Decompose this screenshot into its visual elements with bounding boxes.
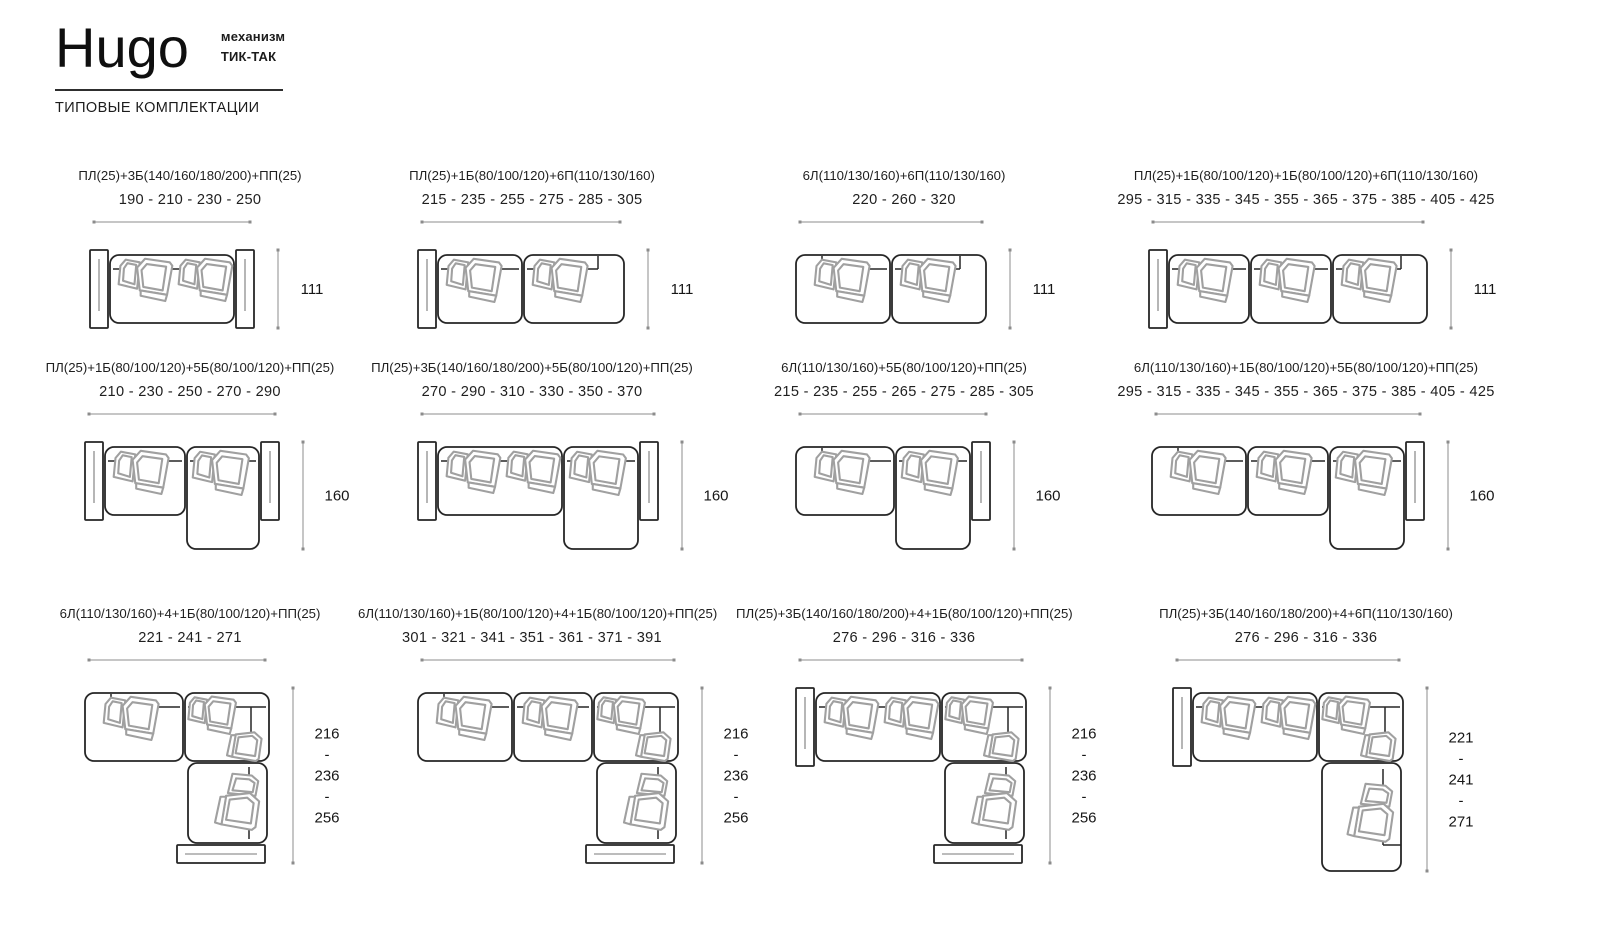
width-dimension-line <box>799 413 988 416</box>
pillow-side <box>1361 732 1396 761</box>
config-card-12 <box>1082 598 1530 881</box>
sofa-diagram <box>1089 210 1523 338</box>
config-widths: 220 - 260 - 320 <box>852 192 956 208</box>
width-dimension-line <box>1155 413 1422 416</box>
config-title: ПЛ(25)+3Б(140/160/180/200)+ПП(25) <box>78 168 302 183</box>
width-dimension-line <box>93 221 252 224</box>
page-subtitle: ТИПОВЫЕ КОМПЛЕКТАЦИИ <box>55 100 260 116</box>
height-label: 216 -236 -256 <box>1071 725 1097 827</box>
config-title: ПЛ(25)+3Б(140/160/180/200)+4+6П(110/130/160) <box>1159 606 1453 621</box>
mechanism-line-1: механизм <box>220 29 286 44</box>
height-label: 160 <box>1469 487 1495 505</box>
config-card-10 <box>358 598 749 873</box>
config-title: ПЛ(25)+1Б(80/100/120)+1Б(80/100/120)+6П(110/130/160) <box>1133 168 1479 183</box>
config-widths: 276 - 296 - 316 - 336 <box>832 630 976 646</box>
config-widths: 270 - 290 - 310 - 330 - 350 - 370 <box>421 384 643 400</box>
header <box>55 16 286 116</box>
config-card-1 <box>25 160 355 338</box>
pillow-side <box>984 732 1019 761</box>
config-widths: 215 - 235 - 255 - 265 - 275 - 285 - 305 <box>774 384 1034 400</box>
height-label: 111 <box>1473 281 1497 298</box>
height-dimension-line <box>277 249 280 330</box>
width-dimension-line <box>88 413 277 416</box>
config-title: 6Л(110/130/160)+6П(110/130/160) <box>802 168 1006 183</box>
config-card-5 <box>25 352 355 559</box>
sofa-diagram <box>1092 402 1520 559</box>
height-dimension-line <box>701 687 704 865</box>
width-dimension-line <box>421 221 622 224</box>
height-label: 216 -236 -256 <box>723 725 749 827</box>
config-card-8 <box>1082 352 1530 559</box>
config-card-7 <box>736 352 1072 559</box>
sofa-diagram <box>736 210 1082 338</box>
config-widths: 295 - 315 - 335 - 345 - 355 - 365 - 375 - 385 - 405 - 425 <box>1117 192 1495 208</box>
width-dimension-line <box>1176 659 1401 662</box>
height-label: 160 <box>703 487 729 505</box>
config-title: ПЛ(25)+3Б(140/160/180/200)+5Б(80/100/120)+ПП(25) <box>371 360 693 375</box>
sofa-diagram <box>1113 648 1499 881</box>
config-card-4 <box>1082 160 1530 338</box>
config-title: 6Л(110/130/160)+5Б(80/100/120)+ПП(25) <box>781 360 1027 375</box>
height-label: 216 -236 -256 <box>314 725 340 827</box>
height-label: 160 <box>324 487 350 505</box>
config-widths: 301 - 321 - 341 - 351 - 361 - 371 - 391 <box>402 630 662 646</box>
mechanism-line-2: ТИК-ТАК <box>220 49 277 65</box>
config-title: 6Л(110/130/160)+4+1Б(80/100/120)+ПП(25) <box>59 606 321 621</box>
config-card-11 <box>736 598 1097 873</box>
width-dimension-line <box>421 413 656 416</box>
config-widths: 190 - 210 - 230 - 250 <box>118 192 262 208</box>
sofa-diagram <box>736 402 1086 559</box>
height-label: 111 <box>300 281 324 298</box>
height-dimension-line <box>1426 687 1429 873</box>
mechanism-label <box>221 20 285 67</box>
sofa-diagram <box>736 648 1122 873</box>
height-dimension-line <box>647 249 650 330</box>
config-title: ПЛ(25)+1Б(80/100/120)+6П(110/130/160) <box>409 168 655 183</box>
width-dimension-line <box>421 659 676 662</box>
height-dimension-line <box>1013 441 1016 551</box>
height-label: 160 <box>1035 487 1061 505</box>
config-card-6 <box>358 352 729 559</box>
sofa-diagram <box>358 402 754 559</box>
config-title: 6Л(110/130/160)+1Б(80/100/120)+5Б(80/100/120)+ПП(25) <box>1133 360 1479 375</box>
header-divider <box>55 89 283 91</box>
pillow-side <box>636 732 671 761</box>
width-dimension-line <box>1152 221 1425 224</box>
brand-row <box>55 16 286 79</box>
height-dimension-line <box>1049 687 1052 865</box>
height-label: 221 -241 -271 <box>1448 729 1474 831</box>
height-dimension-line <box>1009 249 1012 330</box>
sofa-diagram <box>25 402 375 559</box>
config-title: 6Л(110/130/160)+1Б(80/100/120)+4+1Б(80/100/120)+ПП(25) <box>358 606 718 621</box>
config-widths: 295 - 315 - 335 - 345 - 355 - 365 - 375 - 385 - 405 - 425 <box>1117 384 1495 400</box>
height-dimension-line <box>302 441 305 551</box>
width-dimension-line <box>799 221 984 224</box>
config-widths: 221 - 241 - 271 <box>138 630 242 646</box>
brand-title: Hugo <box>55 16 189 79</box>
config-title: ПЛ(25)+3Б(140/160/180/200)+4+1Б(80/100/120)+ПП(25) <box>736 606 1073 621</box>
sofa-diagram <box>25 648 365 873</box>
height-label: 111 <box>670 281 694 298</box>
config-card-2 <box>358 160 706 338</box>
config-widths: 210 - 230 - 250 - 270 - 290 <box>99 384 281 400</box>
sofa-diagram <box>358 210 720 338</box>
sofa-diagram <box>30 210 350 338</box>
height-dimension-line <box>1450 249 1453 330</box>
config-widths: 276 - 296 - 316 - 336 <box>1234 630 1378 646</box>
config-widths: 215 - 235 - 255 - 275 - 285 - 305 <box>421 192 643 208</box>
width-dimension-line <box>799 659 1024 662</box>
pillow-side <box>227 732 262 761</box>
height-dimension-line <box>1447 441 1450 551</box>
config-card-3 <box>736 160 1072 338</box>
config-title: ПЛ(25)+1Б(80/100/120)+5Б(80/100/120)+ПП(25) <box>45 360 335 375</box>
config-card-9 <box>25 598 355 873</box>
sofa-diagram <box>358 648 774 873</box>
height-dimension-line <box>292 687 295 865</box>
height-dimension-line <box>681 441 684 551</box>
width-dimension-line <box>88 659 267 662</box>
height-label: 111 <box>1032 281 1056 298</box>
